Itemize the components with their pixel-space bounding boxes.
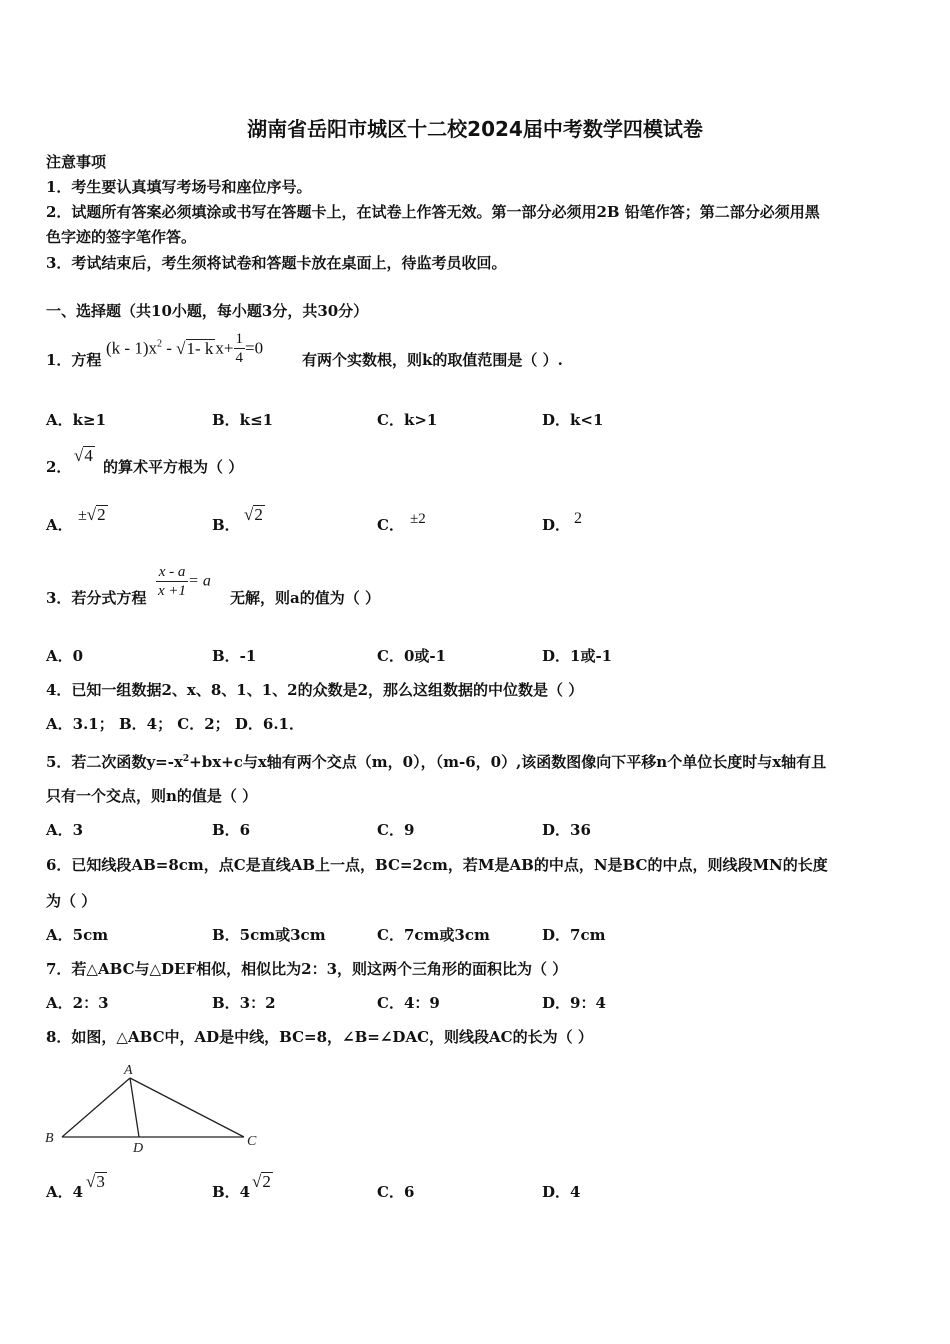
q2-option-b[interactable]: B． <box>212 516 240 534</box>
question-1-text: 有两个实数根，则k的取值范围是（ ）. <box>302 351 563 369</box>
question-3-fraction: $\frac{x - a}{x +1}$ = a <box>158 564 211 599</box>
q4-options[interactable]: A．3.1； B．4； C．2； D．6.1． <box>46 715 304 733</box>
q3-option-c[interactable]: C．0或-1 <box>377 647 447 665</box>
question-3-prefix: 3．若分式方程 <box>46 589 147 607</box>
q8-option-a-sqrt: √3 <box>86 1172 105 1191</box>
section-heading: 一、选择题（共10小题，每小题3分，共30分） <box>46 302 369 320</box>
q6-option-d[interactable]: D．7cm <box>542 926 606 944</box>
segment-ab <box>62 1078 130 1137</box>
q7-option-c[interactable]: C．4：9 <box>377 994 440 1012</box>
segment-ad <box>130 1078 139 1137</box>
question-2-text: 的算术平方根为（ ） <box>103 458 244 476</box>
q8-option-d[interactable]: D．4 <box>542 1183 581 1201</box>
question-7-text: 7．若△ABC与△DEF相似，相似比为2：3，则这两个三角形的面积比为（ ） <box>46 960 568 978</box>
question-1-prefix: 1．方程 <box>46 351 102 369</box>
q5-option-d[interactable]: D．36 <box>542 821 591 839</box>
q6-option-c[interactable]: C．7cm或3cm <box>377 926 490 944</box>
q5-option-c[interactable]: C．9 <box>377 821 415 839</box>
question-1-equation: $(k - 1)x^2 - √1-$ k x+ $\frac{1}{4}$ =0 <box>106 331 264 366</box>
q8-option-b-sqrt: √2 <box>252 1172 271 1191</box>
q6-option-a[interactable]: A．5cm <box>46 926 109 944</box>
question-2-sqrt: √4 <box>74 446 93 465</box>
q2-option-c[interactable]: C． <box>377 516 404 534</box>
question-2-prefix: 2． <box>46 458 72 476</box>
question-6-line-2: 为（ ） <box>46 892 97 910</box>
page-title: 湖南省岳阳市城区十二校2024届中考数学四模试卷 <box>247 117 703 141</box>
q1-option-b[interactable]: B．k≤1 <box>212 411 274 429</box>
q8-option-b[interactable]: B．4 <box>212 1183 251 1201</box>
notice-item-2-cont: 色字迹的签字笔作答。 <box>46 228 197 246</box>
notice-heading: 注意事项 <box>46 153 107 171</box>
q2-option-d-value: 2 <box>574 510 582 527</box>
q7-option-d[interactable]: D．9：4 <box>542 994 606 1012</box>
q5-option-a[interactable]: A．3 <box>46 821 84 839</box>
q7-option-b[interactable]: B．3：2 <box>212 994 276 1012</box>
q3-option-d[interactable]: D．1或-1 <box>542 647 613 665</box>
q2-option-b-value: √2 <box>244 505 263 524</box>
question-5-line-2: 只有一个交点，则n的值是（ ） <box>46 787 258 805</box>
q7-option-a[interactable]: A．2：3 <box>46 994 109 1012</box>
vertex-label-d: D <box>133 1141 144 1155</box>
vertex-label-c: C <box>247 1134 257 1149</box>
q3-option-b[interactable]: B．-1 <box>212 647 257 665</box>
q3-option-a[interactable]: A．0 <box>46 647 84 665</box>
q8-option-c[interactable]: C．6 <box>377 1183 415 1201</box>
notice-item-3: 3．考试结束后，考生须将试卷和答题卡放在桌面上，待监考员收回。 <box>46 254 507 272</box>
q5-option-b[interactable]: B．6 <box>212 821 251 839</box>
notice-item-2: 2．试题所有答案必须填涂或书写在答题卡上，在试卷上作答无效。第一部分必须用2B 铅笔作答；第二部分必须用黑 <box>46 203 820 221</box>
q2-option-c-value: ±2 <box>410 511 426 527</box>
vertex-label-b: B <box>45 1131 54 1146</box>
q2-option-d[interactable]: D． <box>542 516 571 534</box>
q1-option-d[interactable]: D．k<1 <box>542 411 604 429</box>
q1-option-a[interactable]: A．k≥1 <box>46 411 107 429</box>
q2-option-a-value: ±√2 <box>78 505 106 524</box>
segment-ac <box>130 1078 244 1137</box>
q6-option-b[interactable]: B．5cm或3cm <box>212 926 326 944</box>
q8-option-a[interactable]: A．4 <box>46 1183 84 1201</box>
question-6-line-1: 6．已知线段AB=8cm，点C是直线AB上一点，BC=2cm，若M是AB的中点，N是BC的中点，则线段MN的长度 <box>46 856 828 874</box>
q2-option-a[interactable]: A． <box>46 516 73 534</box>
triangle-figure <box>40 1060 270 1155</box>
q1-option-c[interactable]: C．k>1 <box>377 411 438 429</box>
question-3-text: 无解，则a的值为（ ） <box>230 589 380 607</box>
vertex-label-a: A <box>124 1063 133 1078</box>
question-5-line-1: 5．若二次函数$y=-x^2+bx+c$与x轴有两个交点（m，0），（m-6，0）,该函数图像向下平移n个单位长度时与x轴有且 <box>46 753 827 771</box>
question-4-text: 4．已知一组数据2、x、8、1、1、2的众数是2，那么这组数据的中位数是（ ） <box>46 681 584 699</box>
question-8-text: 8．如图，△ABC中，AD是中线，BC=8，∠B=∠DAC，则线段AC的长为（ ） <box>46 1028 593 1046</box>
notice-item-1: 1．考生要认真填写考场号和座位序号。 <box>46 178 312 196</box>
